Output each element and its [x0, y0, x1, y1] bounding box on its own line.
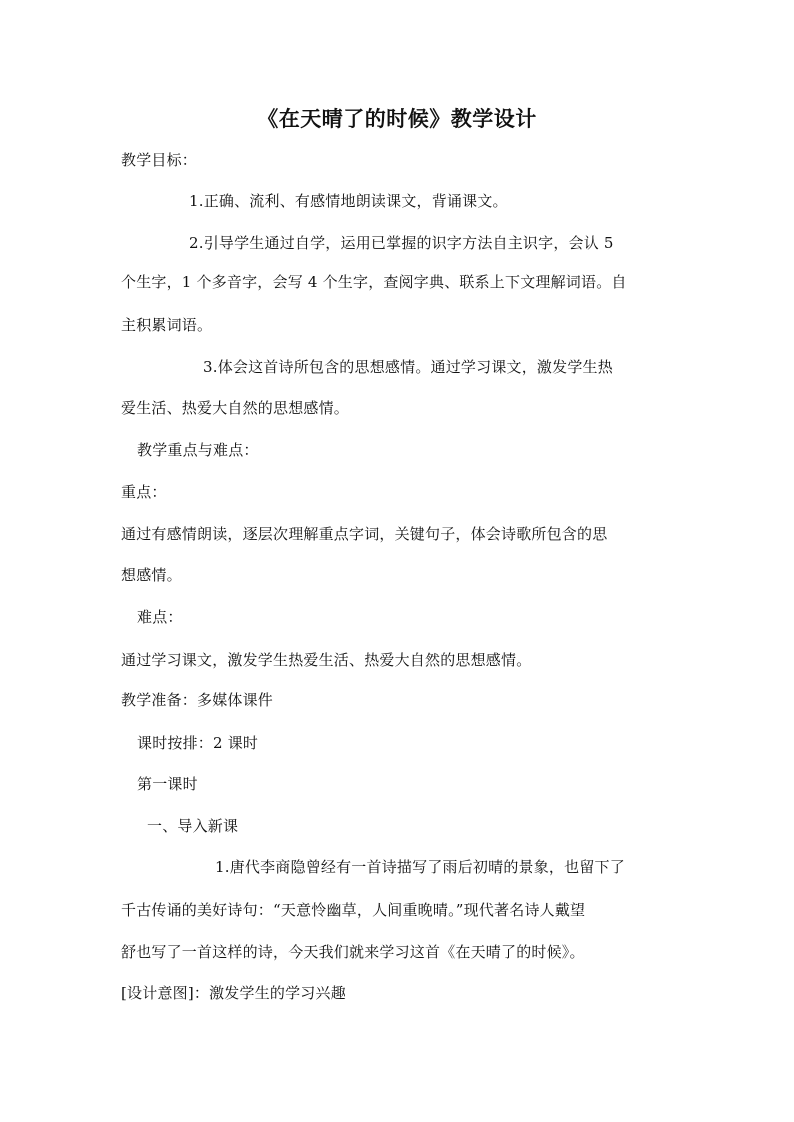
document-title: 《在天晴了的时候》教学设计	[257, 107, 537, 131]
objective-1: 1.正确、流利、有感情地朗读课文，背诵课文。	[189, 192, 508, 210]
objective-3-line-2: 爱生活、热爱大自然的思想感情。	[121, 399, 350, 417]
focus-line-2: 想感情。	[121, 566, 182, 584]
intro-paragraph-line-1: 1.唐代李商隐曾经有一首诗描写了雨后初晴的景象，也留下了	[215, 858, 625, 876]
focus-line-1: 通过有感情朗读，逐层次理解重点字词，关键句子，体会诗歌所包含的思	[121, 525, 608, 543]
teaching-preparation: 教学准备：多媒体课件	[121, 691, 274, 709]
first-lesson-heading: 第一课时	[137, 775, 198, 793]
intro-paragraph-line-2: 千古传诵的美好诗句：“天意怜幽草，人间重晚晴。”现代著名诗人戴望	[121, 901, 586, 919]
intro-paragraph-line-3: 舒也写了一首这样的诗，今天我们就来学习这首《在天晴了的时候》。	[121, 943, 585, 961]
subheading-difficulty: 难点：	[137, 608, 183, 626]
design-intent: [设计意图]：激发学生的学习兴趣	[121, 984, 346, 1002]
difficulty-text: 通过学习课文，激发学生热爱生活、热爱大自然的思想感情。	[121, 651, 532, 669]
objective-2-line-2: 个生字，1 个多音字，会写 4 个生字，查阅字典、联系上下文理解词语。自	[121, 273, 627, 291]
objective-2-line-1: 2.引导学生通过自学，运用已掌握的识字方法自主识字，会认 5	[189, 234, 614, 252]
subheading-focus: 重点：	[121, 483, 167, 501]
section-heading-objectives: 教学目标：	[121, 151, 198, 169]
section-heading-key-points: 教学重点与难点：	[137, 441, 259, 459]
step-1-heading: 一、导入新课	[147, 817, 239, 835]
objective-3-line-1: 3.体会这首诗所包含的思想感情。通过学习课文，激发学生热	[203, 358, 613, 376]
lesson-schedule: 课时按排：2 课时	[137, 734, 259, 752]
objective-2-line-3: 主积累词语。	[121, 316, 213, 334]
